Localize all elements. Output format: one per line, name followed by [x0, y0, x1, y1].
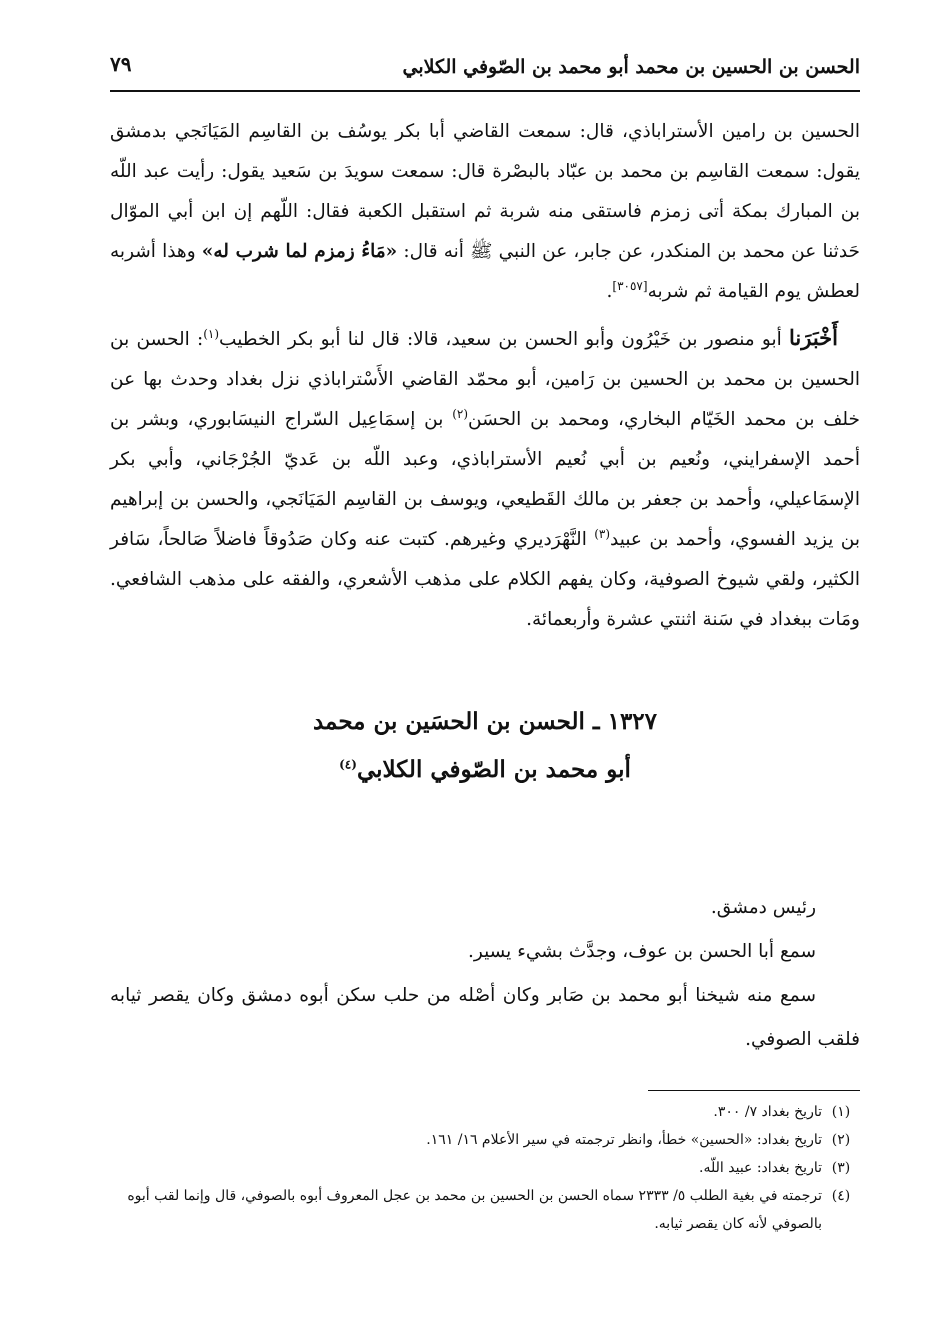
footnote-ref-2: (٢)	[452, 406, 469, 421]
paragraph-2-text-d: النَّهْرَديري وغيرهم. كتبت عنه وكان صَدُوقاً فاضلاً صَالحاً، سَافر الكثير، ولقي شيوخ الصوفية، وكان يفهم الكلام على مذهب الأشعري، والفقه على مذهب الشافعي. ومَات ببغداد في سَنة اثنتي عشرة وأربعمائة.	[110, 529, 860, 630]
entry-heading	[110, 698, 860, 794]
entry-line-3: سمع منه شيخنا أبو محمد بن صَابر وكان أصْله من حلب سكن أبوه دمشق وكان يقصر ثيابه فلقب الصوفي.	[110, 985, 860, 1050]
paragraph-2-text-c: بن إسمَاعِيل السّراج النيسَابوري، وبشر بن أحمد الإسفرايني، ونُعيم بن أبي نُعيم الأستراباذي، وعبد اللّه بن عَديّ الجُرْجَاني، وأبي بكر الإسمَاعيلي، وأحمد بن جعفر بن مالك القَطيعي، ويوسف بن القاسِم المَيَانَجي، والحسن بن إبراهيم بن يزيد الفسوي، وأحمد بن عبيد	[110, 409, 861, 550]
footnote-number: (١)	[831, 1104, 851, 1120]
paragraph-2-lead-word: أَخْبَرَنا	[789, 325, 838, 350]
hadith-number: [٣٠٥٧]	[612, 278, 648, 293]
paragraph-1-tail: وهذا أشربه لعطش يوم القيامة ثم شربه	[110, 241, 860, 302]
hadith-quote: «مَاءُ زمزم لما شرب له»	[201, 241, 398, 262]
page-header	[110, 50, 860, 92]
running-title: الحسن بن الحسين بن محمد أبو محمد بن الصّوفي الكلابي	[402, 56, 860, 78]
footnote-divider	[648, 1090, 860, 1091]
entry-text	[110, 886, 860, 1062]
footnote-ref-4: (٤)	[339, 757, 357, 772]
footnote-4	[110, 1182, 860, 1238]
footnote-ref-3: (٣)	[594, 526, 611, 541]
paragraph-2-text-b: : الحسن بن الحسين بن محمد بن الحسين بن رَامين، أبو محمّد القاضي الأَسْتراباذي نزل بغداد وحدث بها عن خلف بن محمد الخَيّام البخاري، ومحمد بن الحسَن	[110, 329, 860, 430]
paragraph-2-text-a: أبو منصور بن خَيْرُون وأبو الحسن بن سعيد، قالا: قال لنا أبو بكر الخطيب	[219, 329, 782, 350]
entry-heading-line-1: ١٣٢٧ ـ الحسن بن الحسَين بن محمد	[312, 708, 658, 735]
footnote-3	[110, 1154, 860, 1182]
paragraph-1-text: الحسين بن رامين الأستراباذي، قال: سمعت القاضي أبا بكر يوسُف بن القاسِم المَيَانَجي بدمشق يقول: سمعت القاسِم بن محمد بن عبّاد بالبصْرة قال: سمعت سويدَ بن سَعيد يقول: رأيت عبد اللّه بن المبارك بمكة أتى زمزم فاستقى منه شربة ثم استقبل الكعبة فقال: اللّهم إن ابن أبي الموّال حَدثنا عن محمد بن المنكدر، عن جابر، عن النبي ﷺ أنه قال:	[110, 121, 860, 262]
footnote-number: (٣)	[831, 1160, 851, 1176]
entry-line-2: سمع أبا الحسن بن عوف، وجدَّث بشيء يسير.	[467, 941, 816, 962]
paragraph-1	[110, 112, 860, 312]
footnote-number: (٤)	[831, 1188, 851, 1204]
main-text	[110, 112, 860, 640]
page-number: ٧٩	[110, 52, 132, 76]
footnotes	[110, 1098, 860, 1238]
entry-heading-line-2-text: أبو محمد بن الصّوفي الكلابي	[356, 756, 631, 783]
entry-heading-line-2	[110, 746, 860, 794]
footnote-1	[110, 1098, 860, 1126]
footnote-ref-1: (١)	[203, 326, 220, 341]
footnote-text: تاريخ بغداد: عبيد اللّه.	[699, 1160, 822, 1176]
footnote-2	[110, 1126, 860, 1154]
footnote-text: ترجمته في بغية الطلب ٥/ ٢٣٣٣ سماه الحسن بن الحسين بن محمد بن عجل المعروف أبوه بالصوفي، قال وإنما لقب أبوه بالصوفي لأنه كان يقصر ثيابه.	[127, 1188, 822, 1232]
footnote-number: (٢)	[831, 1132, 851, 1148]
footnote-text: تاريخ بغداد ٧/ ٣٠٠.	[713, 1104, 822, 1120]
paragraph-1-end: .	[606, 281, 613, 302]
footnote-text: تاريخ بغداد: «الحسين» خطأ، وانظر ترجمته في سير الأعلام ١٦/ ١٦١.	[426, 1132, 822, 1148]
entry-line-1: رئيس دمشق.	[710, 897, 816, 918]
paragraph-2	[110, 318, 860, 640]
